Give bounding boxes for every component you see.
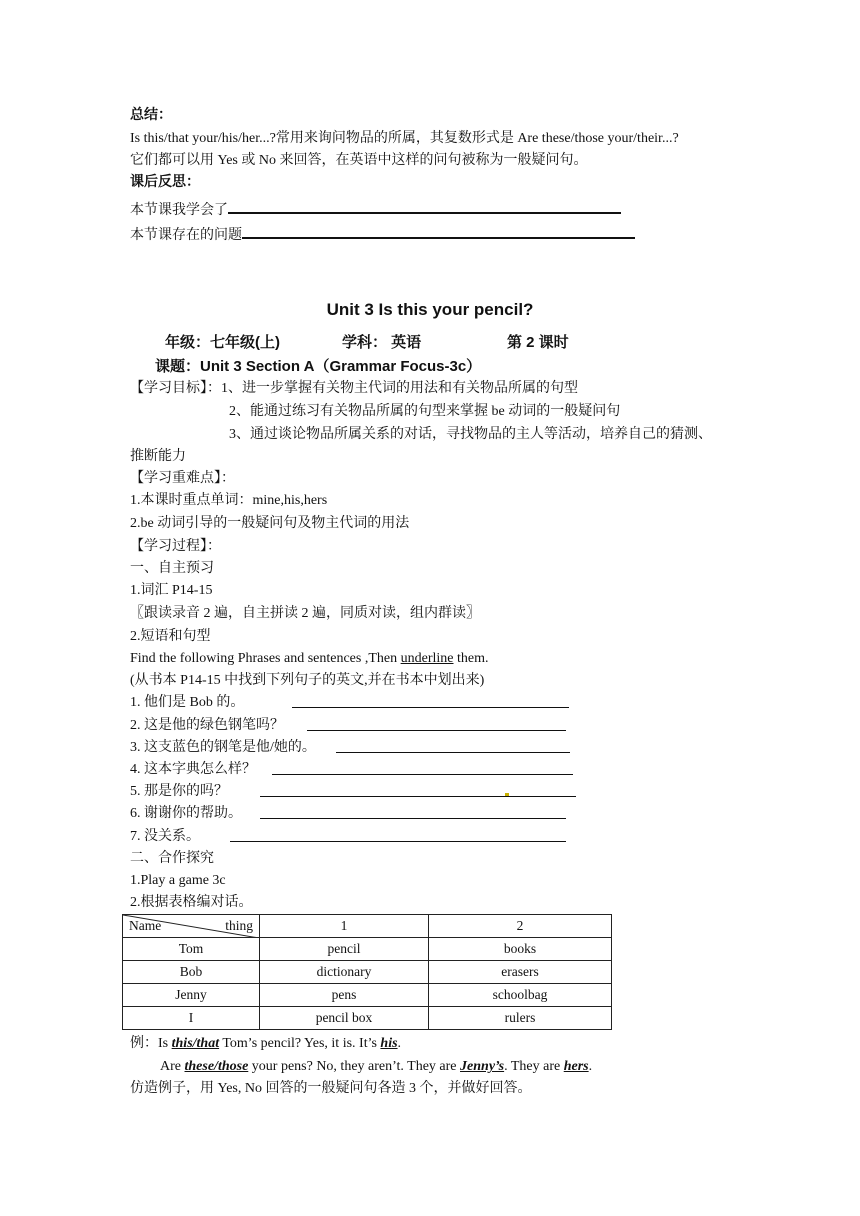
find-underline-word: underline [400, 651, 454, 666]
column-header: 2 [429, 915, 612, 938]
section-2-heading: 二、合作探究 [130, 851, 214, 866]
question-text: 4. 这本字典怎么样？ [130, 762, 256, 777]
answer-blank[interactable] [272, 760, 573, 775]
question-1 [130, 693, 244, 713]
table-row [123, 961, 612, 984]
page-title: Unit 3 Is this your pencil? [326, 300, 534, 319]
reflection-heading: 课后反思： [130, 175, 200, 190]
question-text: 6. 谢谢你的帮助。 [130, 806, 242, 821]
question-5 [130, 782, 228, 802]
corner-thing-label: thing [225, 918, 253, 933]
goal-3-cont: 推断能力 [130, 449, 186, 464]
table-row [123, 984, 612, 1007]
phrases-heading: 2.短语和句型 [130, 629, 211, 644]
table-row [123, 1007, 612, 1030]
question-text: 5. 那是你的吗？ [130, 784, 228, 799]
answer-blank[interactable] [260, 782, 576, 797]
goal-1: 1、进一步掌握有关物主代词的用法和有关物品所属的句型 [221, 381, 578, 396]
table-cell: pencil [260, 938, 429, 961]
answer-blank[interactable] [242, 223, 635, 239]
question-text: 1. 他们是 Bob 的。 [130, 695, 245, 710]
example-text: Are [160, 1059, 185, 1074]
topic-label: 课题：Unit 3 Section A（Grammar Focus-3c） [155, 358, 482, 375]
question-text: 2. 这是他的绿色钢笔吗？ [130, 718, 284, 733]
example-emphasis: Jenny’s [460, 1059, 505, 1074]
table-cell: schoolbag [429, 984, 612, 1007]
table-header-row [123, 915, 612, 938]
table-cell: books [429, 938, 612, 961]
answer-blank[interactable] [260, 804, 566, 819]
example-text: . [397, 1036, 402, 1051]
example-text: . They are [504, 1059, 564, 1074]
answer-blank[interactable] [228, 198, 621, 214]
question-text: 7. 没关系。 [130, 829, 200, 844]
answer-blank[interactable] [230, 827, 566, 842]
find-instruction-cn: (从书本 P14-15 中找到下列句子的英文,并在书本中划出来) [130, 673, 485, 688]
example-text: Tom’s pencil? Yes, it is. It’s [219, 1036, 381, 1051]
example-line-2 [160, 1057, 592, 1077]
find-text-b: them. [453, 651, 489, 666]
subject-label: 学科： 英语 [342, 334, 422, 351]
table-intro: 2.根据表格编对话。 [130, 895, 253, 910]
reflection-problems-label: 本节课存在的问题 [130, 228, 242, 243]
question-4 [130, 760, 256, 780]
lesson-label: 第 2 课时 [507, 334, 569, 351]
summary-line-1: Is this/that your/his/her...?常用来询问物品的所属，其复数形式是 Are these/those your/their...? [130, 131, 679, 146]
highlight-mark [505, 793, 509, 796]
section-1-heading: 一、自主预习 [130, 561, 214, 576]
corner-cell [123, 915, 260, 938]
answer-blank[interactable] [307, 716, 566, 731]
goal-2: 2、能通过练习有关物品所属的句型来掌握 be 动词的一般疑问句 [229, 404, 621, 419]
goal-3: 3、通过谈论物品所属关系的对话，寻找物品的主人等活动，培养自己的猜测、 [229, 427, 712, 442]
owner-table [122, 914, 612, 1030]
example-emphasis: hers [563, 1059, 589, 1074]
answer-blank[interactable] [336, 738, 570, 753]
reflection-problems [130, 223, 635, 246]
example-text: your pens? No, they aren’t. They are [248, 1059, 461, 1074]
table-cell: dictionary [260, 961, 429, 984]
table-cell: Jenny [123, 984, 260, 1007]
example-text: . [588, 1059, 593, 1074]
key-point-1: 1.本课时重点单词：mine,his,hers [130, 493, 328, 508]
key-point-2: 2.be 动词引导的一般疑问句及物主代词的用法 [130, 516, 410, 531]
find-text-a: Find the following Phrases and sentences ,Then [130, 651, 401, 666]
vocab-heading: 1.词汇 P14-15 [130, 583, 213, 598]
reflection-learned-label: 本节课我学会了 [130, 203, 228, 218]
game-heading: 1.Play a game 3c [130, 873, 226, 888]
reflection-learned [130, 198, 621, 221]
summary-heading: 总结： [130, 108, 172, 123]
table-cell: pencil box [260, 1007, 429, 1030]
example-emphasis: his [380, 1036, 398, 1051]
table-cell: I [123, 1007, 260, 1030]
example-emphasis: these/those [184, 1059, 249, 1074]
find-instruction [130, 649, 489, 669]
table-cell: Tom [123, 938, 260, 961]
table-cell: rulers [429, 1007, 612, 1030]
answer-blank[interactable] [292, 693, 569, 708]
table-cell: erasers [429, 961, 612, 984]
question-3 [130, 738, 316, 758]
vocab-note: 〖跟读录音 2 遍，自主拼读 2 遍，同质对读，组内群读〗 [130, 606, 480, 621]
example-instruction: 仿造例子，用 Yes, No 回答的一般疑问句各造 3 个，并做好回答。 [130, 1081, 532, 1096]
example-emphasis: this/that [171, 1036, 220, 1051]
question-6 [130, 804, 242, 824]
corner-name-label: Name [129, 918, 162, 933]
table-cell: pens [260, 984, 429, 1007]
question-text: 3. 这支蓝色的钢笔是他/她的。 [130, 740, 316, 755]
key-points-label: 【学习重难点】： [130, 471, 235, 486]
process-label: 【学习过程】： [130, 539, 221, 554]
question-7 [130, 827, 200, 847]
example-label: 例：Is [130, 1036, 172, 1051]
example-line-1 [130, 1034, 401, 1054]
table-cell: Bob [123, 961, 260, 984]
column-header: 1 [260, 915, 429, 938]
table-row [123, 938, 612, 961]
grade-label: 年级：七年级(上) [165, 334, 280, 351]
goals-label: 【学习目标】： [130, 381, 221, 396]
question-2 [130, 716, 284, 736]
goals-line-1 [130, 379, 578, 399]
summary-line-2: 它们都可以用 Yes 或 No 来回答，在英语中这样的问句被称为一般疑问句。 [130, 153, 588, 168]
